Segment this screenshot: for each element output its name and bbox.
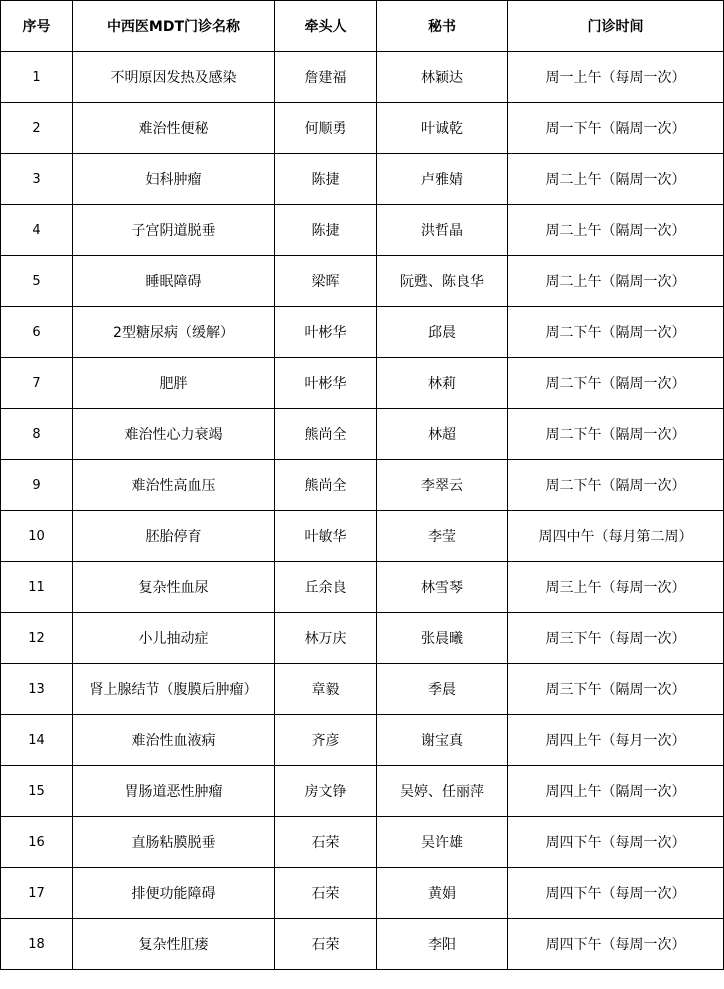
table-row: [1, 154, 724, 205]
cell-clinic-name: 直肠粘膜脱垂: [73, 817, 275, 868]
table-row: [1, 307, 724, 358]
cell-lead: 熊尚全: [275, 409, 377, 460]
cell-lead: 梁晖: [275, 256, 377, 307]
cell-clinic-time: 周二下午（隔周一次）: [508, 358, 724, 409]
cell-clinic-time: 周三下午（隔周一次）: [508, 664, 724, 715]
cell-clinic-time: 周二上午（隔周一次）: [508, 256, 724, 307]
cell-secretary: 季晨: [377, 664, 508, 715]
cell-index: 13: [1, 664, 73, 715]
cell-secretary: 阮甦、陈良华: [377, 256, 508, 307]
cell-clinic-name: 妇科肿瘤: [73, 154, 275, 205]
cell-secretary: 林超: [377, 409, 508, 460]
cell-lead: 熊尚全: [275, 460, 377, 511]
cell-secretary: 谢宝真: [377, 715, 508, 766]
table-body: [1, 52, 724, 970]
cell-index: 12: [1, 613, 73, 664]
cell-index: 17: [1, 868, 73, 919]
cell-index: 7: [1, 358, 73, 409]
cell-clinic-time: 周四下午（每周一次）: [508, 817, 724, 868]
cell-secretary: 张晨曦: [377, 613, 508, 664]
header-clinic-time: 门诊时间: [508, 1, 724, 52]
table-row: [1, 664, 724, 715]
cell-clinic-name: 2型糖尿病（缓解）: [73, 307, 275, 358]
cell-lead: 房文铮: [275, 766, 377, 817]
cell-index: 6: [1, 307, 73, 358]
cell-lead: 章毅: [275, 664, 377, 715]
cell-clinic-time: 周四下午（每周一次）: [508, 868, 724, 919]
cell-secretary: 林雪琴: [377, 562, 508, 613]
cell-index: 11: [1, 562, 73, 613]
table-row: [1, 52, 724, 103]
cell-clinic-name: 肥胖: [73, 358, 275, 409]
cell-secretary: 黄娟: [377, 868, 508, 919]
cell-secretary: 李翠云: [377, 460, 508, 511]
cell-secretary: 李莹: [377, 511, 508, 562]
cell-clinic-name: 复杂性肛瘘: [73, 919, 275, 970]
table-row: [1, 460, 724, 511]
table-row: [1, 919, 724, 970]
cell-secretary: 卢雅婧: [377, 154, 508, 205]
cell-clinic-time: 周四中午（每月第二周）: [508, 511, 724, 562]
cell-index: 16: [1, 817, 73, 868]
cell-clinic-time: 周二下午（隔周一次）: [508, 409, 724, 460]
cell-lead: 詹建福: [275, 52, 377, 103]
cell-index: 1: [1, 52, 73, 103]
cell-secretary: 吴婷、任丽萍: [377, 766, 508, 817]
cell-secretary: 叶诚乾: [377, 103, 508, 154]
cell-lead: 陈捷: [275, 205, 377, 256]
table-row: [1, 613, 724, 664]
cell-clinic-time: 周二下午（隔周一次）: [508, 307, 724, 358]
header-row: [1, 1, 724, 52]
cell-clinic-name: 胚胎停育: [73, 511, 275, 562]
header-lead: 牵头人: [275, 1, 377, 52]
cell-clinic-time: 周二下午（隔周一次）: [508, 460, 724, 511]
table-row: [1, 256, 724, 307]
table-row: [1, 715, 724, 766]
cell-clinic-name: 肾上腺结节（腹膜后肿瘤）: [73, 664, 275, 715]
cell-clinic-name: 睡眠障碍: [73, 256, 275, 307]
cell-lead: 叶彬华: [275, 358, 377, 409]
cell-clinic-name: 难治性血液病: [73, 715, 275, 766]
cell-clinic-name: 小儿抽动症: [73, 613, 275, 664]
cell-index: 15: [1, 766, 73, 817]
header-index: 序号: [1, 1, 73, 52]
cell-lead: 丘余良: [275, 562, 377, 613]
cell-secretary: 林颖达: [377, 52, 508, 103]
cell-index: 14: [1, 715, 73, 766]
cell-clinic-time: 周四下午（每周一次）: [508, 919, 724, 970]
cell-secretary: 邱晨: [377, 307, 508, 358]
header-secretary: 秘书: [377, 1, 508, 52]
cell-index: 5: [1, 256, 73, 307]
cell-clinic-time: 周四上午（每月一次）: [508, 715, 724, 766]
cell-clinic-time: 周二上午（隔周一次）: [508, 154, 724, 205]
table-row: [1, 205, 724, 256]
cell-clinic-name: 难治性便秘: [73, 103, 275, 154]
table-row: [1, 766, 724, 817]
table-row: [1, 358, 724, 409]
cell-clinic-time: 周三上午（每周一次）: [508, 562, 724, 613]
cell-lead: 何顺勇: [275, 103, 377, 154]
cell-lead: 叶彬华: [275, 307, 377, 358]
cell-index: 9: [1, 460, 73, 511]
cell-index: 8: [1, 409, 73, 460]
table-row: [1, 409, 724, 460]
table-row: [1, 817, 724, 868]
cell-lead: 陈捷: [275, 154, 377, 205]
cell-index: 10: [1, 511, 73, 562]
cell-lead: 石荣: [275, 868, 377, 919]
cell-clinic-name: 难治性心力衰竭: [73, 409, 275, 460]
cell-index: 2: [1, 103, 73, 154]
cell-secretary: 吴许雄: [377, 817, 508, 868]
cell-lead: 石荣: [275, 919, 377, 970]
cell-secretary: 李阳: [377, 919, 508, 970]
cell-clinic-time: 周三下午（每周一次）: [508, 613, 724, 664]
cell-clinic-name: 胃肠道恶性肿瘤: [73, 766, 275, 817]
table-row: [1, 562, 724, 613]
cell-secretary: 洪哲晶: [377, 205, 508, 256]
table-row: [1, 868, 724, 919]
table-row: [1, 103, 724, 154]
cell-index: 3: [1, 154, 73, 205]
cell-clinic-name: 不明原因发热及感染: [73, 52, 275, 103]
cell-clinic-name: 子宫阴道脱垂: [73, 205, 275, 256]
cell-lead: 齐彦: [275, 715, 377, 766]
cell-clinic-time: 周二上午（隔周一次）: [508, 205, 724, 256]
cell-clinic-name: 难治性高血压: [73, 460, 275, 511]
cell-lead: 林万庆: [275, 613, 377, 664]
cell-secretary: 林莉: [377, 358, 508, 409]
table-row: [1, 511, 724, 562]
cell-clinic-name: 排便功能障碍: [73, 868, 275, 919]
cell-index: 4: [1, 205, 73, 256]
cell-clinic-time: 周四上午（隔周一次）: [508, 766, 724, 817]
cell-clinic-name: 复杂性血尿: [73, 562, 275, 613]
cell-lead: 石荣: [275, 817, 377, 868]
header-clinic-name: 中西医MDT门诊名称: [73, 1, 275, 52]
cell-clinic-time: 周一下午（隔周一次）: [508, 103, 724, 154]
cell-index: 18: [1, 919, 73, 970]
cell-lead: 叶敏华: [275, 511, 377, 562]
cell-clinic-time: 周一上午（每周一次）: [508, 52, 724, 103]
